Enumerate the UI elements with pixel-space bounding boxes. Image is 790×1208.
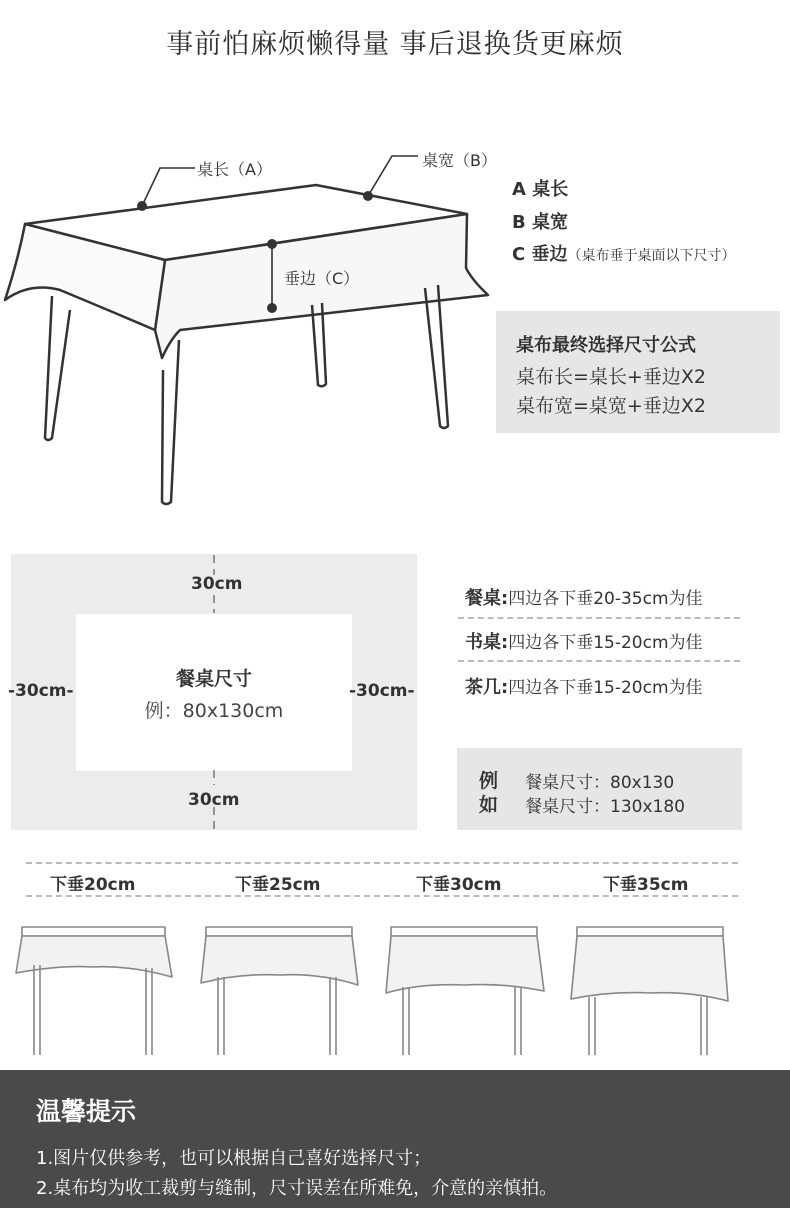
drop-divider-bottom — [26, 895, 738, 897]
legend-b: B 桌宽 — [512, 212, 568, 233]
drop-label-30: 下垂30cm — [416, 875, 502, 895]
formula-box — [496, 311, 780, 433]
drop-top-point — [267, 239, 277, 249]
rule-divider — [458, 617, 740, 619]
legend-c-note: （桌布垂于桌面以下尺寸） — [567, 248, 736, 264]
table-drop-30 — [386, 927, 544, 1055]
label-drop: 垂边（C） — [284, 269, 360, 288]
drop-bottom-point — [267, 303, 277, 313]
example-tag-2: 如 — [479, 794, 499, 816]
rule-desk — [465, 628, 703, 654]
page-title: 事前怕麻烦懒得量 事后退换货更麻烦 — [166, 29, 624, 60]
table-drop-25 — [201, 927, 358, 1055]
rule-coffee-name: 茶几: — [465, 677, 509, 698]
legend-a: A 桌长 — [512, 179, 569, 200]
table-drop-20 — [16, 927, 172, 1055]
example-tag-1: 例 — [479, 770, 499, 792]
example-line-2: 餐桌尺寸：130x180 — [525, 797, 685, 817]
formula-heading: 桌布最终选择尺寸公式 — [516, 335, 696, 356]
length-point — [137, 201, 147, 211]
drop-divider-top — [26, 862, 738, 864]
measure-bottom: 30cm — [188, 790, 240, 810]
example-box — [457, 748, 742, 830]
tips-line-1: 1.图片仅供参考，也可以根据自己喜好选择尺寸； — [36, 1148, 432, 1169]
rule-coffee — [465, 673, 703, 699]
rule-dining-text: 四边各下垂20-35cm为佳 — [508, 589, 703, 609]
measure-left: -30cm- — [8, 681, 74, 701]
drop-label-35: 下垂35cm — [603, 875, 689, 895]
label-length: 桌长（A） — [197, 160, 272, 179]
formula-length: 桌布长=桌长+垂边X2 — [516, 366, 706, 388]
example-line-1: 餐桌尺寸：80x130 — [525, 773, 675, 793]
label-width: 桌宽（B） — [422, 151, 497, 170]
rule-dining — [465, 584, 703, 610]
table-diagram — [0, 140, 500, 515]
measure-right: -30cm- — [349, 681, 415, 701]
center-example: 例：80x130cm — [144, 700, 284, 722]
width-point — [363, 191, 373, 201]
tips-line-2: 2.桌布均为收工裁剪与缝制，尺寸误差在所难免，介意的亲慎拍。 — [36, 1178, 558, 1199]
center-title: 餐桌尺寸 — [175, 668, 252, 690]
rule-desk-name: 书桌: — [465, 632, 509, 653]
legend-c-label: C 垂边 — [512, 244, 568, 265]
drop-tables — [0, 915, 790, 1060]
rule-desk-text: 四边各下垂15-20cm为佳 — [508, 633, 703, 653]
rule-coffee-text: 四边各下垂15-20cm为佳 — [508, 678, 703, 698]
measure-top: 30cm — [191, 574, 243, 594]
tips-title: 温馨提示 — [36, 1097, 137, 1126]
legend-c — [512, 240, 735, 266]
rule-divider — [458, 660, 740, 662]
tips-panel — [0, 1070, 790, 1208]
formula-width: 桌布宽=桌宽+垂边X2 — [516, 395, 706, 417]
rule-dining-name: 餐桌: — [465, 588, 509, 609]
drop-label-25: 下垂25cm — [235, 875, 321, 895]
drop-label-20: 下垂20cm — [50, 875, 136, 895]
table-drop-35 — [571, 927, 728, 1055]
